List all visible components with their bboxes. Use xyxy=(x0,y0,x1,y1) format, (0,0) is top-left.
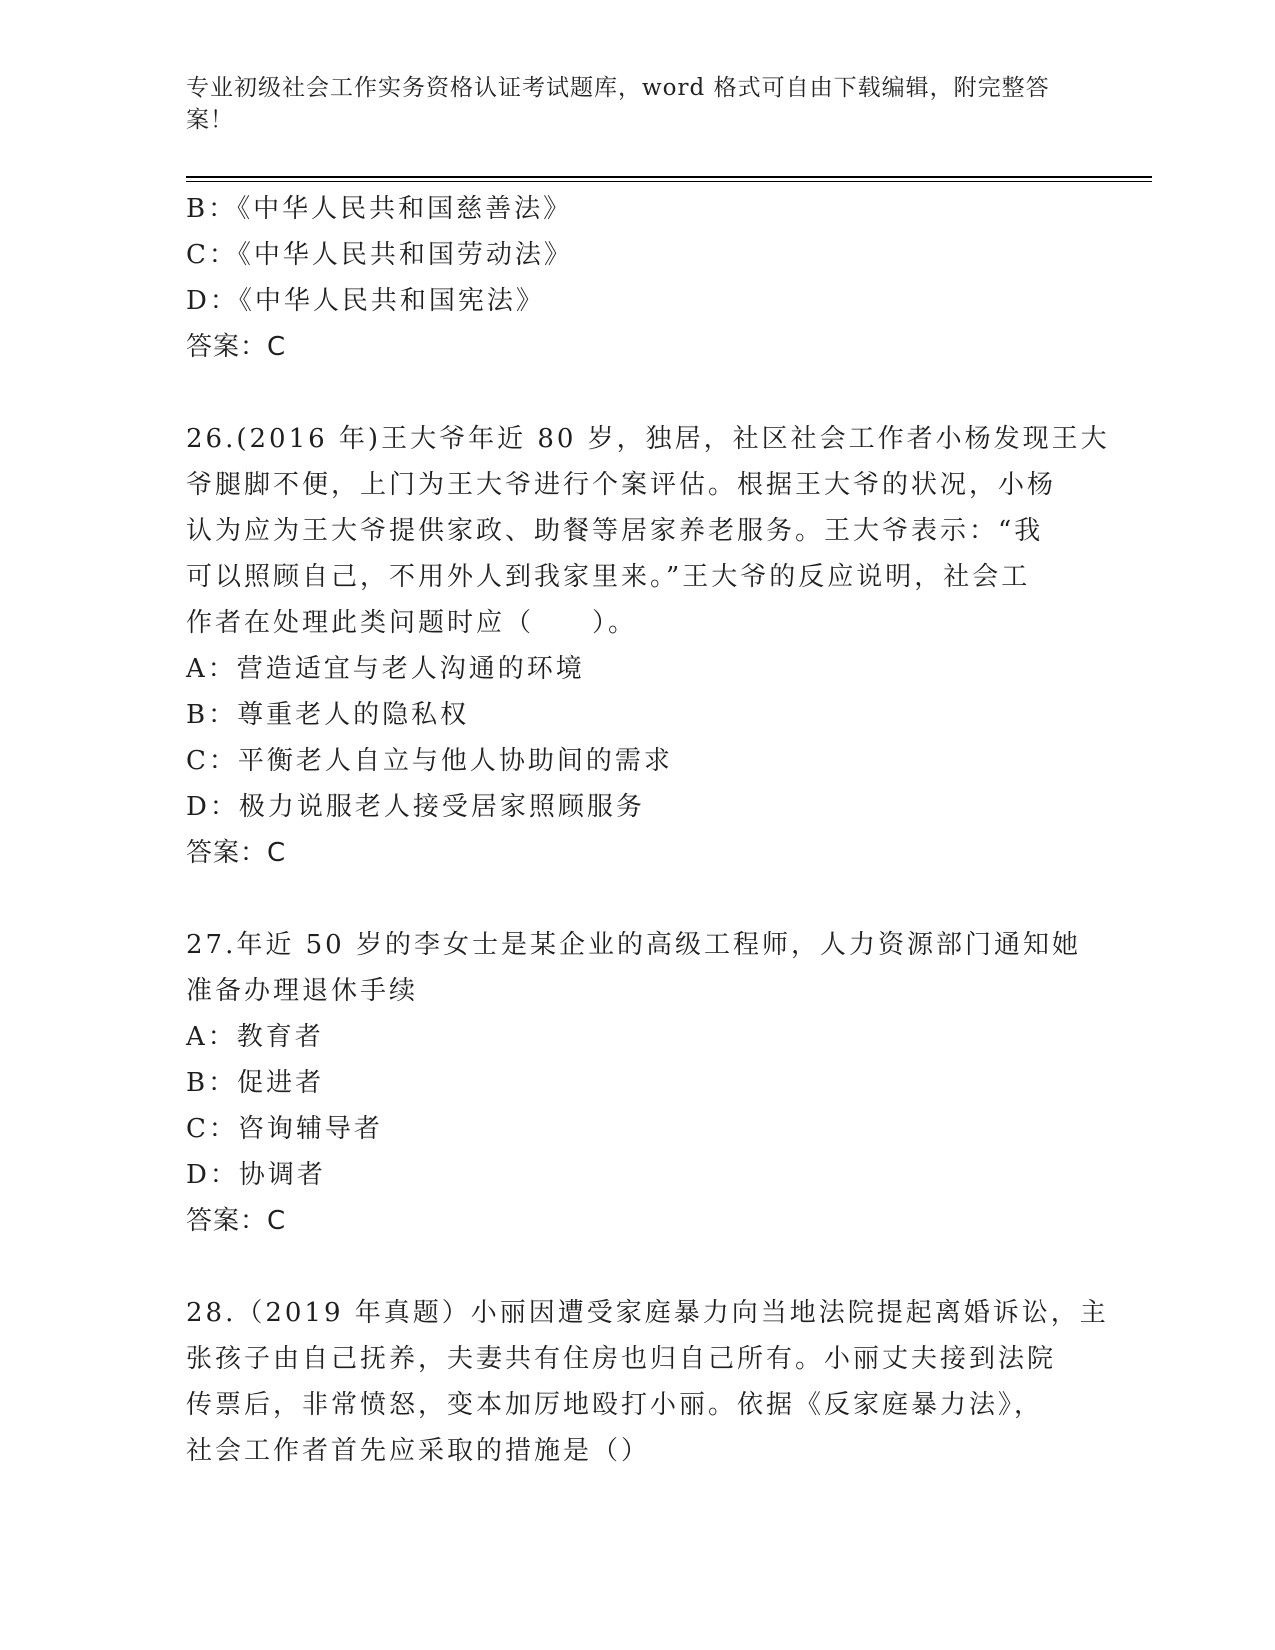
question-28 xyxy=(186,1290,1109,1474)
answer: 答案：C xyxy=(186,838,287,868)
question-stem-line: 26.(2016 年)王大爷年近 80 岁，独居，社区社会工作者小杨发现王大 xyxy=(186,424,1110,454)
spacer xyxy=(186,876,1066,922)
question-26 xyxy=(186,416,1110,876)
option-c: C：《中华人民共和国劳动法》 xyxy=(186,240,573,270)
question-stem-line: 28.（2019 年真题）小丽因遭受家庭暴力向当地法院提起离婚诉讼，主 xyxy=(186,1298,1109,1328)
question-stem-line: 准备办理退休手续 xyxy=(186,976,419,1006)
question-stem-line: 爷腿脚不便，上门为王大爷进行个案评估。根据王大爷的状况，小杨 xyxy=(186,470,1057,500)
option-c: C：咨询辅导者 xyxy=(186,1114,383,1144)
option-a: A：营造适宜与老人沟通的环境 xyxy=(186,654,585,684)
option-d: D：《中华人民共和国宪法》 xyxy=(186,286,545,316)
question-content xyxy=(186,186,1110,1474)
question-stem-line: 传票后，非常愤怒，变本加厉地殴打小丽。依据《反家庭暴力法》， xyxy=(186,1390,1044,1420)
option-c: C：平衡老人自立与他人协助间的需求 xyxy=(186,746,673,776)
spacer xyxy=(186,1244,1066,1290)
option-d: D：极力说服老人接受居家照顾服务 xyxy=(186,792,645,822)
spacer xyxy=(186,370,1066,416)
question-25-tail xyxy=(186,186,1066,370)
option-d: D：协调者 xyxy=(186,1160,326,1190)
header-line-1: 专业初级社会工作实务资格认证考试题库，word 格式可自由下载编辑，附完整答 xyxy=(186,75,1050,101)
question-stem-line: 张孩子由自己抚养，夫妻共有住房也归自己所有。小丽丈夫接到法院 xyxy=(186,1344,1057,1374)
answer: 答案：C xyxy=(186,1206,287,1236)
option-b: B：《中华人民共和国慈善法》 xyxy=(186,194,573,224)
header-rule-thick xyxy=(186,176,1152,178)
answer: 答案：C xyxy=(186,332,287,362)
option-a: A：教育者 xyxy=(186,1022,324,1052)
option-b: B：促进者 xyxy=(186,1068,325,1098)
header-rule-thin xyxy=(186,181,1152,182)
question-stem-line: 社会工作者首先应采取的措施是（） xyxy=(186,1436,651,1466)
question-stem-line: 可以照顾自己，不用外人到我家里来。”王大爷的反应说明，社会工 xyxy=(186,562,1031,592)
question-27 xyxy=(186,922,1081,1244)
question-stem-line: 27.年近 50 岁的李女士是某企业的高级工程师，人力资源部门通知她 xyxy=(186,930,1081,960)
question-stem-line: 作者在处理此类问题时应（ ）。 xyxy=(186,608,638,638)
header-line-2: 案！ xyxy=(186,107,234,133)
question-stem-line: 认为应为王大爷提供家政、助餐等居家养老服务。王大爷表示：“我 xyxy=(186,516,1044,546)
page-header xyxy=(186,72,1066,136)
option-b: B：尊重老人的隐私权 xyxy=(186,700,470,730)
